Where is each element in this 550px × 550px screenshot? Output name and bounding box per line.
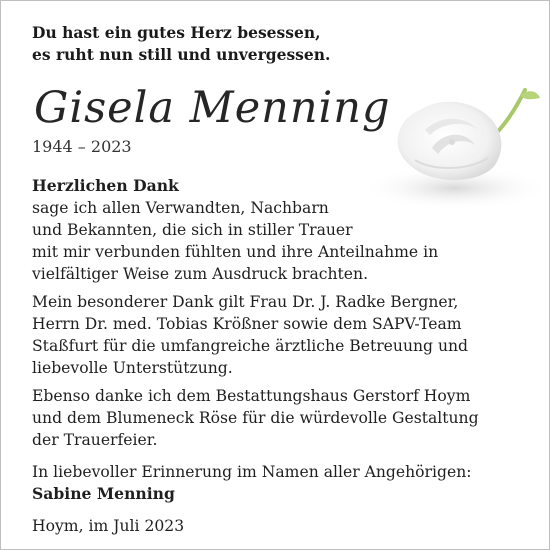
- thanks-heading: Herzlichen Dank: [32, 176, 179, 195]
- motto-line-2: es ruht nun still und unvergessen.: [32, 45, 331, 64]
- place-date: Hoym, im Juli 2023: [32, 517, 185, 535]
- thanks-text: [32, 175, 532, 537]
- text-line: sage ich allen Verwandten, Nachbarn: [32, 199, 329, 217]
- text-line: mit mir verbunden fühlten und ihre Anteilnahme in: [32, 243, 439, 261]
- text-line: und Bekannten, die sich in stiller Trauer: [32, 221, 353, 239]
- closing-line: In liebevoller Erinnerung im Namen aller Angehörigen:: [32, 463, 472, 481]
- deceased-name: Gisela Menning: [34, 83, 391, 133]
- text-line: der Trauerfeier.: [32, 431, 158, 449]
- text-line: und dem Blumeneck Röse für die würdevolle Gestaltung: [32, 409, 479, 427]
- text-line: Staßfurt für die umfangreiche ärztliche Betreuung und: [32, 337, 469, 355]
- life-dates: 1944 – 2023: [32, 137, 132, 156]
- motto-verse: [32, 22, 330, 66]
- text-line: Ebenso danke ich dem Bestattungshaus Gerstorf Hoym: [32, 387, 471, 405]
- text-line: liebevolle Unterstützung.: [32, 359, 233, 377]
- text-line: Mein besonderer Dank gilt Frau Dr. J. Radke Bergner,: [32, 293, 459, 311]
- signer-name: Sabine Menning: [32, 484, 175, 503]
- text-line: Herrn Dr. med. Tobias Krößner sowie dem SAPV-Team: [32, 315, 462, 333]
- motto-line-1: Du hast ein gutes Herz besessen,: [32, 23, 321, 42]
- text-line: vielfältiger Weise zum Ausdruck brachten.: [32, 265, 369, 283]
